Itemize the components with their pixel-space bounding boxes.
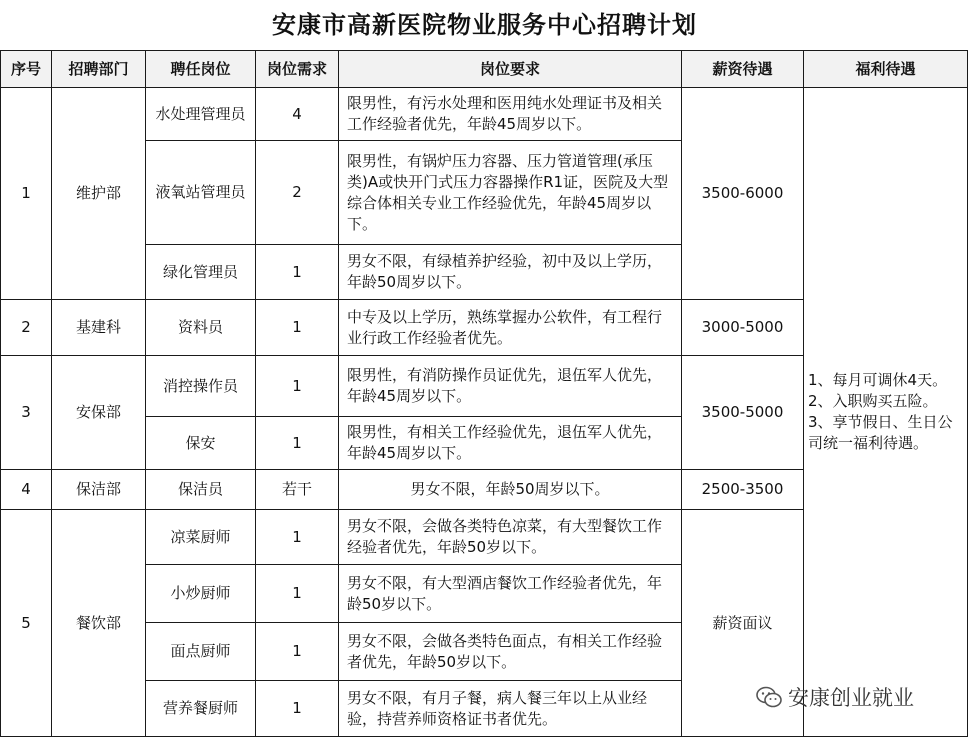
row-requirements: 限男性，有污水处理和医用纯水处理证书及相关工作经验者优先，年龄45周岁以下。 — [339, 88, 682, 141]
row-position: 消控操作员 — [146, 356, 256, 417]
row-salary: 3500-6000 — [682, 88, 804, 300]
row-quota: 2 — [256, 141, 339, 245]
row-position: 小炒厨师 — [146, 565, 256, 623]
row-no: 5 — [1, 510, 52, 737]
row-quota: 1 — [256, 510, 339, 565]
row-salary: 3500-5000 — [682, 356, 804, 470]
header-position: 聘任岗位 — [146, 51, 256, 88]
welfare-item: 2、入职购买五险。 — [808, 392, 938, 410]
row-position: 凉菜厨师 — [146, 510, 256, 565]
row-quota: 1 — [256, 245, 339, 300]
row-salary: 薪资面议 — [682, 510, 804, 737]
watermark-text: 安康创业就业 — [788, 686, 914, 710]
wechat-icon — [756, 686, 782, 708]
row-position: 液氧站管理员 — [146, 141, 256, 245]
row-dept: 安保部 — [52, 356, 146, 470]
row-no: 1 — [1, 88, 52, 300]
row-quota: 1 — [256, 623, 339, 681]
row-quota: 若干 — [256, 470, 339, 510]
row-position: 保安 — [146, 417, 256, 470]
row-requirements: 男女不限，有绿植养护经验，初中及以上学历，年龄50周岁以下。 — [339, 245, 682, 300]
header-dept: 招聘部门 — [52, 51, 146, 88]
row-dept: 餐饮部 — [52, 510, 146, 737]
row-dept: 基建科 — [52, 300, 146, 356]
row-dept: 维护部 — [52, 88, 146, 300]
row-quota: 1 — [256, 356, 339, 417]
row-salary: 3000-5000 — [682, 300, 804, 356]
row-requirements: 限男性，有相关工作经验优先，退伍军人优先，年龄45周岁以下。 — [339, 417, 682, 470]
row-requirements — [339, 470, 682, 510]
header-quota: 岗位需求 — [256, 51, 339, 88]
row-quota: 1 — [256, 681, 339, 737]
row-no: 4 — [1, 470, 52, 510]
row-requirements: 男女不限，会做各类特色面点，有相关工作经验者优先，年龄50岁以下。 — [339, 623, 682, 681]
row-requirements: 限男性，有消防操作员证优先，退伍军人优先，年龄45周岁以下。 — [339, 356, 682, 417]
row-quota: 1 — [256, 565, 339, 623]
page-title: 安康市高新医院物业服务中心招聘计划 — [272, 11, 697, 39]
header-welfare: 福利待遇 — [804, 51, 968, 88]
row-requirements-text: 男女不限，年龄50周岁以下。 — [410, 480, 610, 498]
header-requirements: 岗位要求 — [339, 51, 682, 88]
watermark — [756, 682, 914, 712]
row-quota: 1 — [256, 417, 339, 470]
row-position: 绿化管理员 — [146, 245, 256, 300]
header-row — [1, 51, 968, 88]
row-quota: 1 — [256, 300, 339, 356]
welfare-item: 3、享节假日、生日公司统一福利待遇。 — [808, 413, 953, 452]
row-requirements: 男女不限，会做各类特色凉菜，有大型餐饮工作经验者优先，年龄50岁以下。 — [339, 510, 682, 565]
header-salary: 薪资待遇 — [682, 51, 804, 88]
row-requirements: 男女不限，有月子餐，病人餐三年以上从业经验，持营养师资格证书者优先。 — [339, 681, 682, 737]
row-position: 营养餐厨师 — [146, 681, 256, 737]
recruitment-table — [0, 50, 968, 737]
welfare-cell — [804, 88, 968, 737]
row-no: 2 — [1, 300, 52, 356]
row-position: 资料员 — [146, 300, 256, 356]
row-requirements: 限男性，有锅炉压力容器、压力管道管理(承压类)A或快开门式压力容器操作R1证，医院及大型综合体相关专业工作经验优先，年龄45周岁以下。 — [339, 141, 682, 245]
welfare-item: 1、每月可调休4天。 — [808, 371, 948, 389]
header-no: 序号 — [1, 51, 52, 88]
row-position: 保洁员 — [146, 470, 256, 510]
row-dept: 保洁部 — [52, 470, 146, 510]
row-position: 面点厨师 — [146, 623, 256, 681]
table-row — [1, 88, 968, 141]
row-requirements: 中专及以上学历，熟练掌握办公软件，有工程行业行政工作经验者优先。 — [339, 300, 682, 356]
row-quota: 4 — [256, 88, 339, 141]
row-no: 3 — [1, 356, 52, 470]
row-salary: 2500-3500 — [682, 470, 804, 510]
row-position: 水处理管理员 — [146, 88, 256, 141]
row-requirements: 男女不限，有大型酒店餐饮工作经验者优先，年龄50岁以下。 — [339, 565, 682, 623]
